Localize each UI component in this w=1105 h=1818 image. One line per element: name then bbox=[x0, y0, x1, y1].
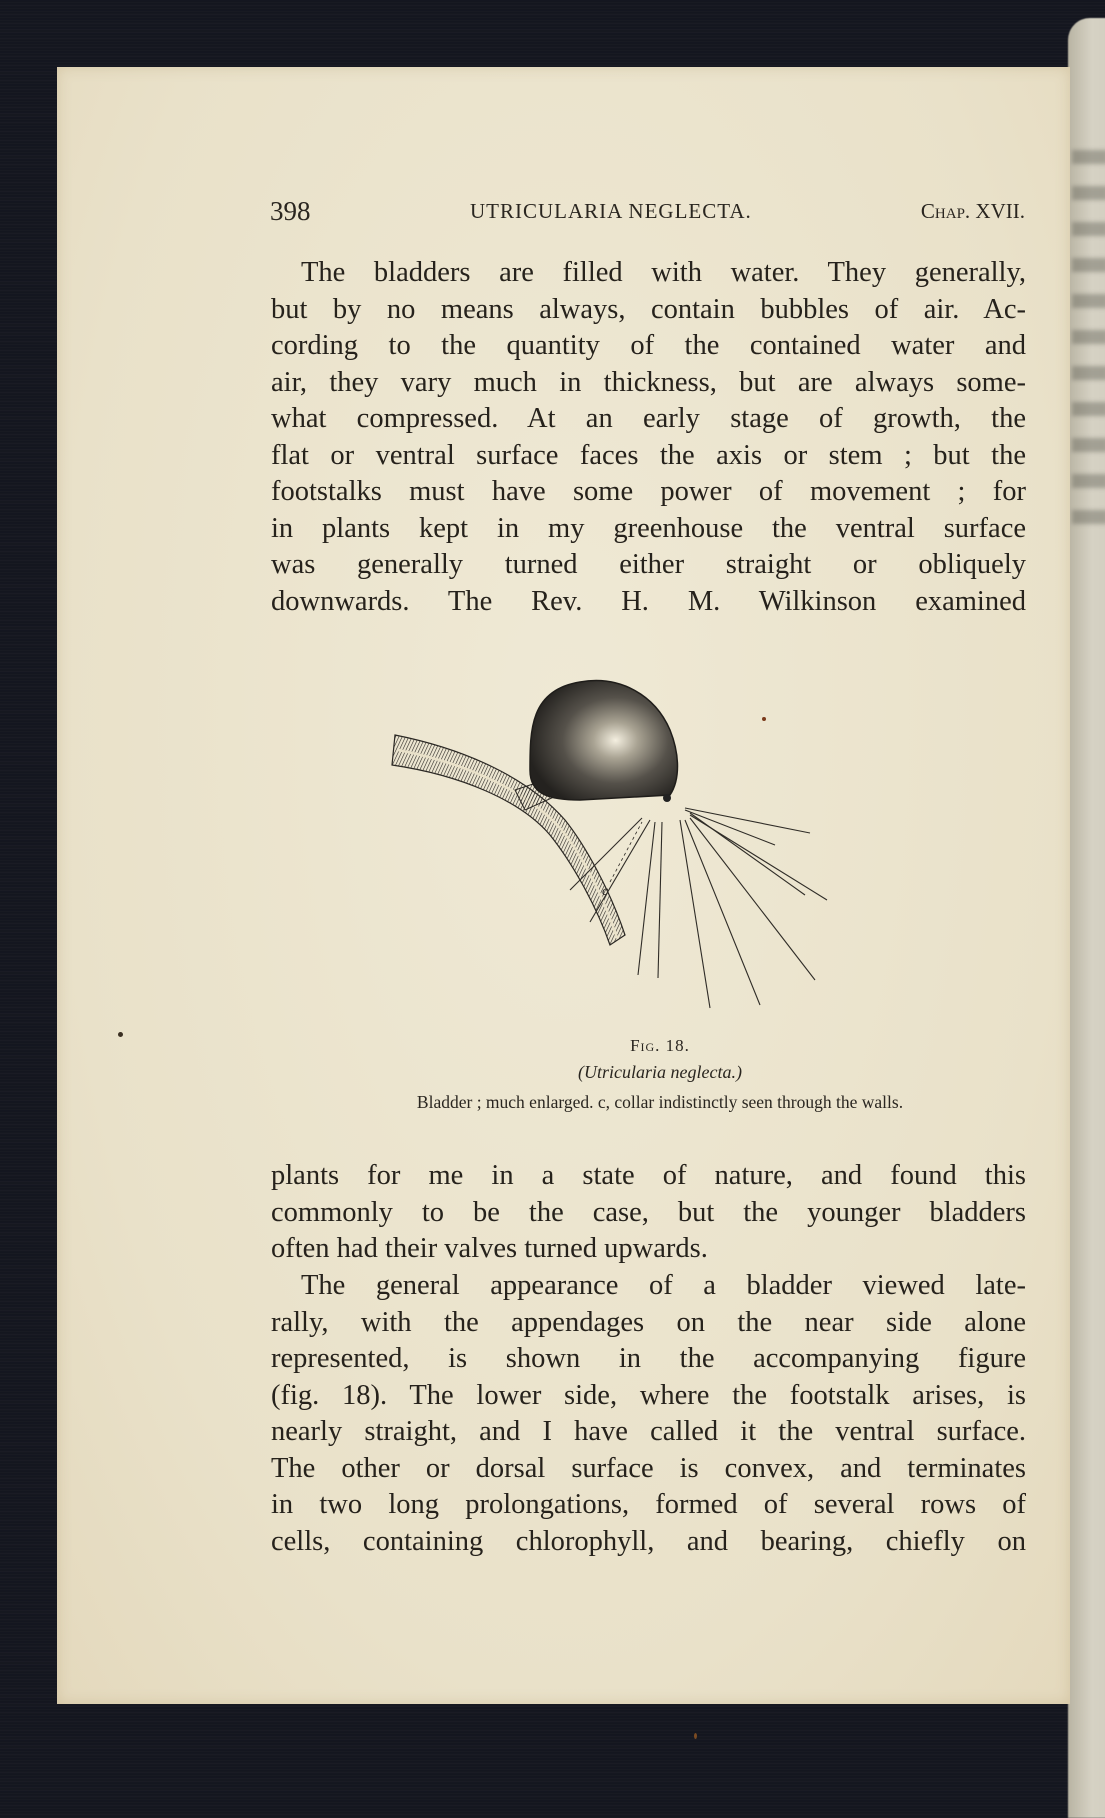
text-line: air, they vary much in thickness, but are always some- bbox=[271, 366, 1026, 398]
text-line: The bladders are filled with water. They generally, bbox=[301, 257, 1026, 288]
paragraph-3 bbox=[271, 1268, 1026, 1560]
figure-species: (Utricularia neglecta.) bbox=[578, 1062, 742, 1082]
text-line: (fig. 18). The lower side, where the footstalk arises, is bbox=[271, 1379, 1026, 1411]
paper-speck bbox=[762, 717, 766, 721]
paragraph-1 bbox=[271, 255, 1026, 620]
figure-caption: Bladder ; much enlarged. c, collar indistinctly seen through the walls. bbox=[416, 1092, 904, 1112]
text-line: The general appearance of a bladder viewed late- bbox=[301, 1270, 1026, 1301]
running-head bbox=[270, 196, 1025, 228]
text-line: nearly straight, and I have called it the ventral surface. bbox=[271, 1416, 1026, 1447]
text-line: was generally turned either straight or obliquely bbox=[271, 549, 1026, 580]
paper-speck bbox=[118, 1032, 123, 1037]
bladder-illustration bbox=[380, 670, 980, 1020]
text-line: plants for me in a state of nature, and found this bbox=[271, 1160, 1026, 1191]
text-line: flat or ventral surface faces the axis or stem ; but the bbox=[271, 439, 1026, 471]
page-number: 398 bbox=[270, 196, 311, 226]
bladder bbox=[530, 681, 678, 800]
running-title: UTRICULARIA NEGLECTA. bbox=[470, 199, 752, 223]
adjacent-page-text-bleed bbox=[1072, 150, 1105, 546]
chapter-label: Chap. XVII. bbox=[920, 199, 1025, 223]
text-line: commonly to be the case, but the younger bladders bbox=[271, 1196, 1026, 1228]
text-line: cording to the quantity of the contained water and bbox=[271, 330, 1026, 361]
text-line: represented, is shown in the accompanying figure bbox=[271, 1343, 1026, 1374]
text-line: rally, with the appendages on the near side alone bbox=[271, 1306, 1026, 1338]
text-line: in plants kept in my greenhouse the ventral surface bbox=[271, 512, 1026, 544]
text-line: in two long prolongations, formed of several rows of bbox=[271, 1489, 1026, 1520]
figure-label: Fig. 18. bbox=[630, 1036, 690, 1055]
paper-speck bbox=[694, 1733, 697, 1739]
collar-label: c bbox=[602, 884, 609, 899]
text-line: often had their valves turned upwards. bbox=[271, 1233, 708, 1264]
text-line: downwards. The Rev. H. M. Wilkinson examined bbox=[271, 585, 1026, 617]
text-line: The other or dorsal surface is convex, and terminates bbox=[271, 1452, 1026, 1484]
text-line: footstalks must have some power of movement ; for bbox=[271, 476, 1026, 507]
text-line: but by no means always, contain bubbles of air. Ac- bbox=[271, 293, 1026, 325]
text-line: cells, containing chlorophyll, and bearing, chiefly on bbox=[271, 1525, 1026, 1557]
paragraph-2 bbox=[271, 1158, 1026, 1268]
text-line: what compressed. At an early stage of growth, the bbox=[271, 403, 1026, 434]
